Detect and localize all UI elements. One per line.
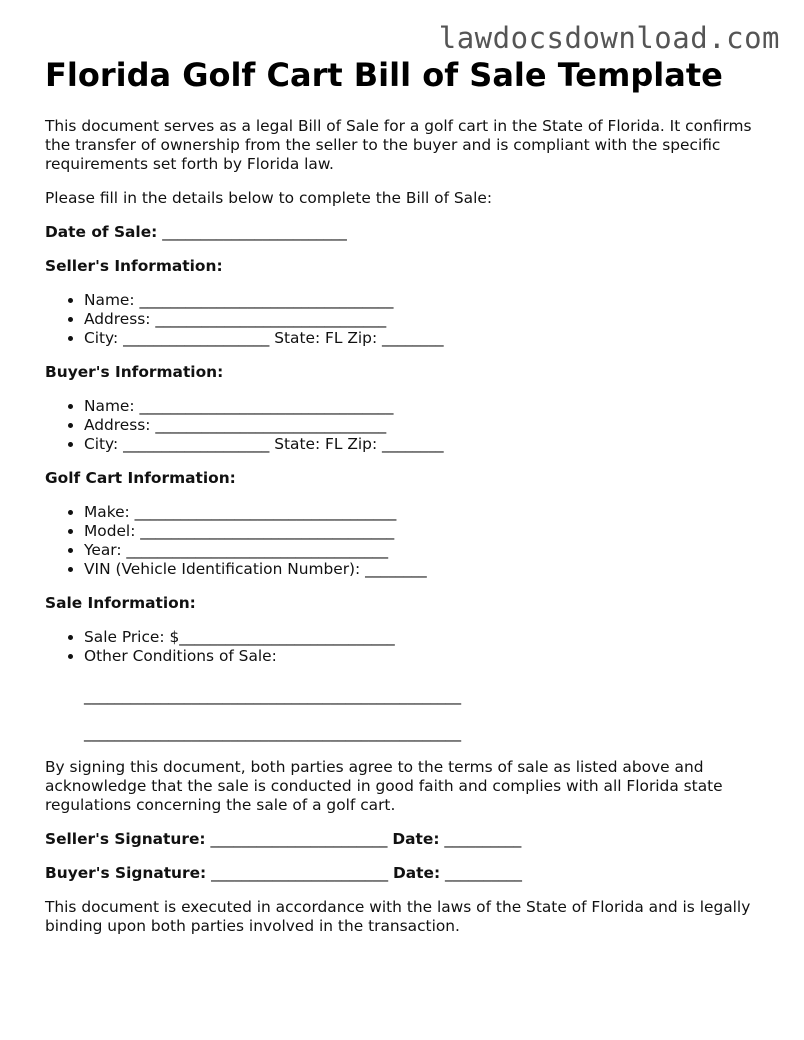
other-conditions-label: • Other Conditions of Sale: bbox=[84, 647, 765, 666]
model-field: • Model: _________________________________ bbox=[84, 522, 765, 541]
seller-signature-field bbox=[45, 830, 765, 849]
buyer-city-field: • City: ___________________ State: FL Zip: ________ bbox=[84, 435, 765, 454]
sale-price-field: • Sale Price: $____________________________ bbox=[84, 628, 765, 647]
document-body bbox=[45, 55, 765, 936]
seller-info-list bbox=[45, 291, 765, 348]
vin-field: • VIN (Vehicle Identification Number): ________ bbox=[84, 560, 765, 579]
conditions-line-2: _________________________________________________ bbox=[84, 724, 462, 742]
date-of-sale-field bbox=[45, 223, 765, 242]
buyer-section-title: Buyer's Information: bbox=[45, 363, 224, 381]
golf-cart-info-list bbox=[45, 503, 765, 579]
year-field: • Year: __________________________________ bbox=[84, 541, 765, 560]
conditions-line-1: _________________________________________________ bbox=[84, 687, 462, 705]
date-of-sale-blank: ________________________ bbox=[162, 223, 347, 241]
intro-paragraph: This document serves as a legal Bill of Sale for a golf cart in the State of Florida. It confirms the transfer of ownership from the seller to the buyer and is compliant with the specific requirements set forth by Florida law. bbox=[45, 117, 752, 173]
sale-info-list bbox=[45, 628, 765, 666]
seller-date-label: Date: bbox=[392, 830, 440, 848]
document-title: Florida Golf Cart Bill of Sale Template bbox=[45, 56, 723, 94]
seller-section-title: Seller's Information: bbox=[45, 257, 223, 275]
date-of-sale-label: Date of Sale: bbox=[45, 223, 158, 241]
seller-name-field: • Name: _________________________________ bbox=[84, 291, 765, 310]
buyer-info-list bbox=[45, 397, 765, 454]
seller-signature-blank: _______________________ bbox=[210, 830, 388, 848]
buyer-signature-blank: _______________________ bbox=[211, 864, 389, 882]
instruction-paragraph: Please fill in the details below to complete the Bill of Sale: bbox=[45, 189, 493, 207]
buyer-signature-field bbox=[45, 864, 765, 883]
buyer-address-field: • Address: ______________________________ bbox=[84, 416, 765, 435]
seller-address-field: • Address: ______________________________ bbox=[84, 310, 765, 329]
sale-section-title: Sale Information: bbox=[45, 594, 196, 612]
golf-cart-section-title: Golf Cart Information: bbox=[45, 469, 236, 487]
watermark: lawdocsdownload.com bbox=[438, 21, 780, 55]
seller-date-blank: __________ bbox=[444, 830, 522, 848]
make-field: • Make: __________________________________ bbox=[84, 503, 765, 522]
seller-signature-label: Seller's Signature: bbox=[45, 830, 206, 848]
seller-city-field: • City: ___________________ State: FL Zip: ________ bbox=[84, 329, 765, 348]
buyer-name-field: • Name: _________________________________ bbox=[84, 397, 765, 416]
buyer-date-blank: __________ bbox=[445, 864, 522, 882]
closing-paragraph: This document is executed in accordance with the laws of the State of Florida and is legally binding upon both parties involved in the transaction. bbox=[45, 898, 751, 935]
agreement-paragraph: By signing this document, both parties agree to the terms of sale as listed above and acknowledge that the sale is conducted in good faith and complies with all Florida state regulations concerning the sale of a golf cart. bbox=[45, 758, 723, 814]
buyer-date-label: Date: bbox=[393, 864, 441, 882]
buyer-signature-label: Buyer's Signature: bbox=[45, 864, 207, 882]
